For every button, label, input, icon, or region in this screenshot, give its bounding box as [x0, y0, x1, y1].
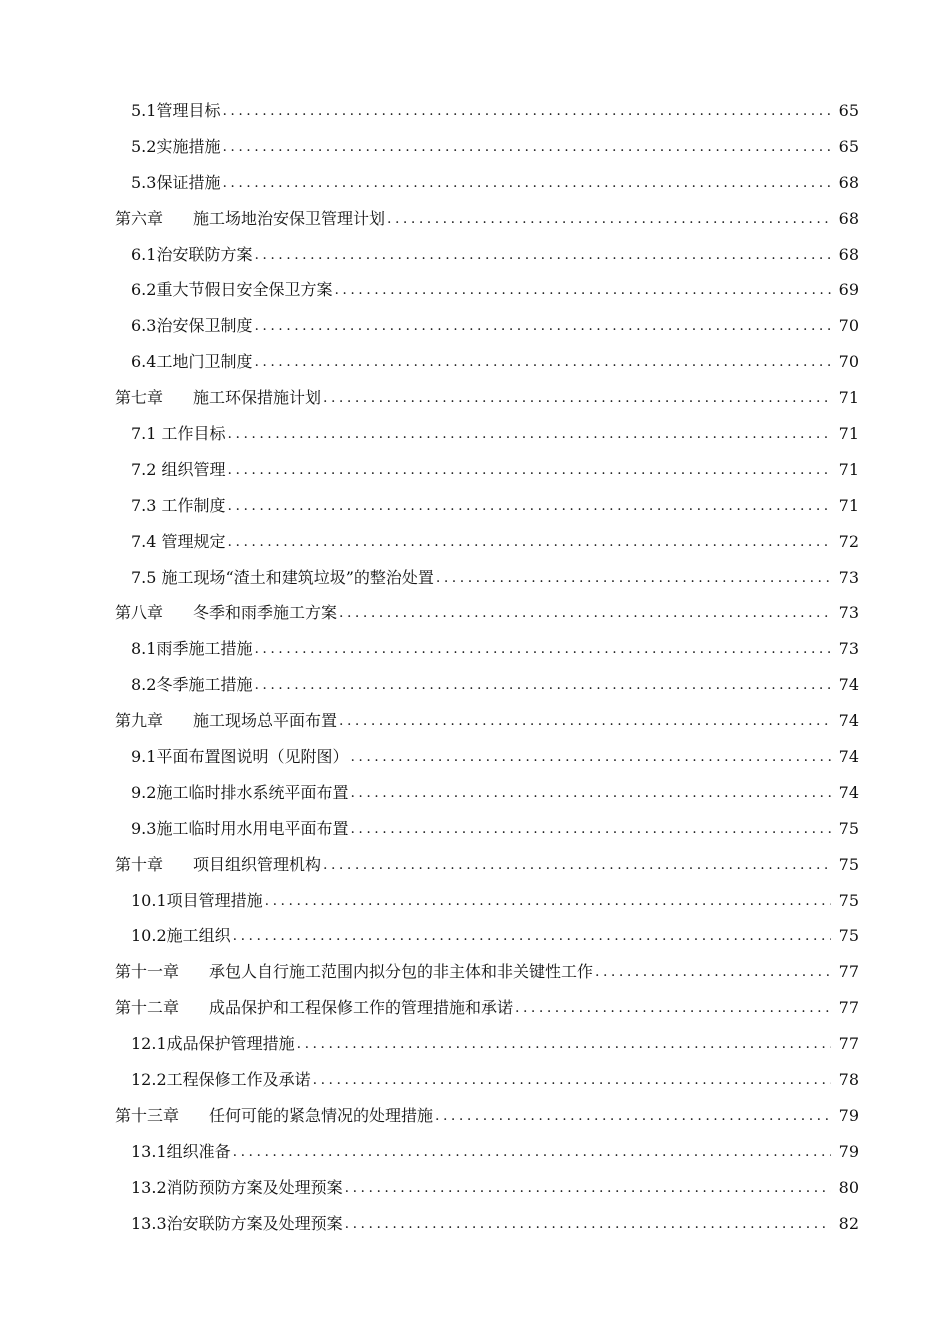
toc-section-entry[interactable]: [0, 1134, 950, 1170]
toc-section-entry[interactable]: [0, 237, 950, 273]
table-of-contents: [0, 93, 950, 1242]
dot-leader: [228, 535, 831, 549]
toc-section-entry[interactable]: [0, 488, 950, 524]
chapter-title: 成品保护和工程保修工作的管理措施和承诺: [209, 998, 514, 1018]
page-number: 74: [838, 711, 859, 731]
page-number: 75: [838, 818, 859, 838]
chapter-number: 第九章: [115, 711, 164, 731]
page-number: 65: [838, 136, 859, 156]
page-number: 74: [838, 675, 859, 695]
dot-leader: [339, 606, 831, 620]
dot-leader: [233, 1145, 831, 1159]
dot-leader: [228, 427, 831, 441]
toc-entry-label: 6.4工地门卫制度: [131, 352, 253, 372]
page-number: 75: [838, 890, 859, 910]
chapter-number: 第八章: [115, 603, 164, 623]
dot-leader: [323, 858, 831, 872]
page-number: 77: [838, 1034, 859, 1054]
toc-entry-label: 8.2冬季施工措施: [131, 675, 253, 695]
toc-section-entry[interactable]: [0, 883, 950, 919]
toc-entry-label: [115, 1105, 434, 1125]
toc-entry-label: 13.3治安联防方案及处理预案: [131, 1213, 343, 1233]
toc-section-entry[interactable]: [0, 918, 950, 954]
dot-leader: [265, 894, 831, 908]
toc-section-entry[interactable]: [0, 129, 950, 165]
toc-entry-label: 5.2实施措施: [131, 136, 221, 156]
toc-entry-label: 13.1组织准备: [131, 1141, 231, 1161]
page-number: 74: [838, 782, 859, 802]
page-number: 70: [838, 352, 859, 372]
toc-entry-label: [115, 605, 337, 621]
toc-entry-label: 5.3保证措施: [131, 172, 221, 192]
chapter-number: 第六章: [115, 208, 164, 228]
page-number: 68: [838, 208, 859, 228]
page-number: 75: [838, 854, 859, 874]
dot-leader: [254, 678, 831, 692]
chapter-number: 第十章: [115, 854, 164, 874]
page-number: 78: [838, 1069, 859, 1089]
dot-leader: [436, 571, 831, 585]
toc-entry-label: 9.3施工临时用水用电平面布置: [131, 818, 349, 838]
toc-chapter-entry[interactable]: [0, 201, 950, 237]
dot-leader: [297, 1037, 831, 1051]
dot-leader: [515, 1001, 831, 1015]
toc-entry-label: 10.1项目管理措施: [131, 890, 263, 910]
page-number: 72: [838, 531, 859, 551]
page-number: 71: [838, 423, 859, 443]
page-number: 71: [838, 388, 859, 408]
chapter-title: 项目组织管理机构: [193, 854, 322, 874]
page-number: 73: [838, 639, 859, 659]
toc-entry-label: 10.2施工组织: [131, 926, 231, 946]
chapter-title: 承包人自行施工范围内拟分包的非主体和非关键性工作: [209, 962, 594, 982]
toc-entry-label: 7.3 工作制度: [131, 495, 226, 515]
toc-chapter-entry[interactable]: [0, 990, 950, 1026]
toc-entry-label: 12.2工程保修工作及承诺: [131, 1069, 311, 1089]
toc-entry-label: [115, 713, 337, 729]
toc-section-entry[interactable]: [0, 524, 950, 560]
dot-leader: [254, 642, 831, 656]
page-number: 74: [838, 746, 859, 766]
toc-entry-label: 8.1雨季施工措施: [131, 639, 253, 659]
toc-entry-label: 5.1管理目标: [131, 100, 221, 120]
page-number: 77: [838, 962, 859, 982]
page-number: 79: [838, 1105, 859, 1125]
toc-chapter-entry[interactable]: [0, 703, 950, 739]
toc-entry-label: 7.5 施工现场“渣土和建筑垃圾”的整治处置: [131, 567, 434, 587]
dot-leader: [387, 212, 831, 226]
dot-leader: [254, 248, 831, 262]
dot-leader: [595, 965, 831, 979]
toc-entry-label: [115, 390, 321, 406]
toc-entry-label: 6.2重大节假日安全保卫方案: [131, 280, 333, 300]
page-number: 73: [838, 567, 859, 587]
chapter-title: 施工场地治安保卫管理计划: [193, 208, 386, 228]
chapter-number: 第七章: [115, 388, 164, 408]
page-number: 69: [838, 280, 859, 300]
page-number: 65: [838, 100, 859, 120]
toc-chapter-entry[interactable]: [0, 380, 950, 416]
dot-leader: [339, 714, 831, 728]
dot-leader: [233, 929, 831, 943]
toc-entry-label: [115, 1000, 513, 1016]
page-number: 73: [838, 603, 859, 623]
page-number: 71: [838, 495, 859, 515]
dot-leader: [254, 355, 831, 369]
dot-leader: [313, 1073, 831, 1087]
toc-section-entry[interactable]: [0, 1170, 950, 1206]
page-number: 68: [838, 172, 859, 192]
page-number: 75: [838, 926, 859, 946]
toc-section-entry[interactable]: [0, 631, 950, 667]
toc-section-entry[interactable]: [0, 811, 950, 847]
toc-section-entry[interactable]: [0, 667, 950, 703]
toc-entry-label: [115, 964, 593, 980]
dot-leader: [222, 140, 831, 154]
page-number: 79: [838, 1141, 859, 1161]
toc-entry-label: 7.4 管理规定: [131, 531, 226, 551]
toc-chapter-entry[interactable]: [0, 595, 950, 631]
dot-leader: [254, 319, 831, 333]
toc-section-entry[interactable]: [0, 739, 950, 775]
dot-leader: [345, 1217, 831, 1231]
page-number: 68: [838, 244, 859, 264]
chapter-number: 第十三章: [115, 1105, 180, 1125]
page-number: 70: [838, 316, 859, 336]
page-number: 71: [838, 459, 859, 479]
dot-leader: [334, 283, 831, 297]
toc-section-entry[interactable]: [0, 308, 950, 344]
dot-leader: [350, 786, 831, 800]
chapter-title: 任何可能的紧急情况的处理措施: [209, 1105, 434, 1125]
dot-leader: [345, 1181, 831, 1195]
toc-entry-label: 12.1成品保护管理措施: [131, 1034, 295, 1054]
toc-section-entry[interactable]: [0, 1026, 950, 1062]
toc-section-entry[interactable]: [0, 416, 950, 452]
toc-chapter-entry[interactable]: [0, 954, 950, 990]
toc-chapter-entry[interactable]: [0, 1098, 950, 1134]
toc-entry-label: 7.1 工作目标: [131, 423, 226, 443]
dot-leader: [350, 750, 831, 764]
dot-leader: [435, 1109, 831, 1123]
toc-entry-label: 6.1治安联防方案: [131, 244, 253, 264]
toc-section-entry[interactable]: [0, 165, 950, 201]
chapter-number: 第十二章: [115, 998, 180, 1018]
toc-section-entry[interactable]: [0, 272, 950, 308]
toc-section-entry[interactable]: [0, 1206, 950, 1242]
dot-leader: [222, 176, 831, 190]
toc-entry-label: 6.3治安保卫制度: [131, 316, 253, 336]
toc-section-entry[interactable]: [0, 344, 950, 380]
chapter-title: 施工环保措施计划: [193, 388, 322, 408]
toc-section-entry[interactable]: [0, 93, 950, 129]
chapter-number: 第十一章: [115, 962, 180, 982]
dot-leader: [350, 822, 831, 836]
toc-entry-label: 13.2消防预防方案及处理预案: [131, 1177, 343, 1197]
chapter-title: 冬季和雨季施工方案: [193, 603, 338, 623]
toc-entry-label: 9.2施工临时排水系统平面布置: [131, 782, 349, 802]
dot-leader: [228, 499, 831, 513]
dot-leader: [228, 463, 831, 477]
dot-leader: [222, 104, 831, 118]
toc-entry-label: [115, 208, 386, 228]
chapter-title: 施工现场总平面布置: [193, 711, 338, 731]
toc-entry-label: 9.1平面布置图说明（见附图）: [131, 746, 349, 766]
dot-leader: [323, 391, 831, 405]
page-number: 80: [838, 1177, 859, 1197]
toc-section-entry[interactable]: [0, 560, 950, 596]
toc-section-entry[interactable]: [0, 775, 950, 811]
toc-section-entry[interactable]: [0, 1062, 950, 1098]
toc-chapter-entry[interactable]: [0, 847, 950, 883]
page-number: 77: [838, 998, 859, 1018]
toc-entry-label: 7.2 组织管理: [131, 459, 226, 479]
toc-entry-label: [115, 854, 322, 874]
toc-section-entry[interactable]: [0, 452, 950, 488]
page-number: 82: [838, 1213, 859, 1233]
